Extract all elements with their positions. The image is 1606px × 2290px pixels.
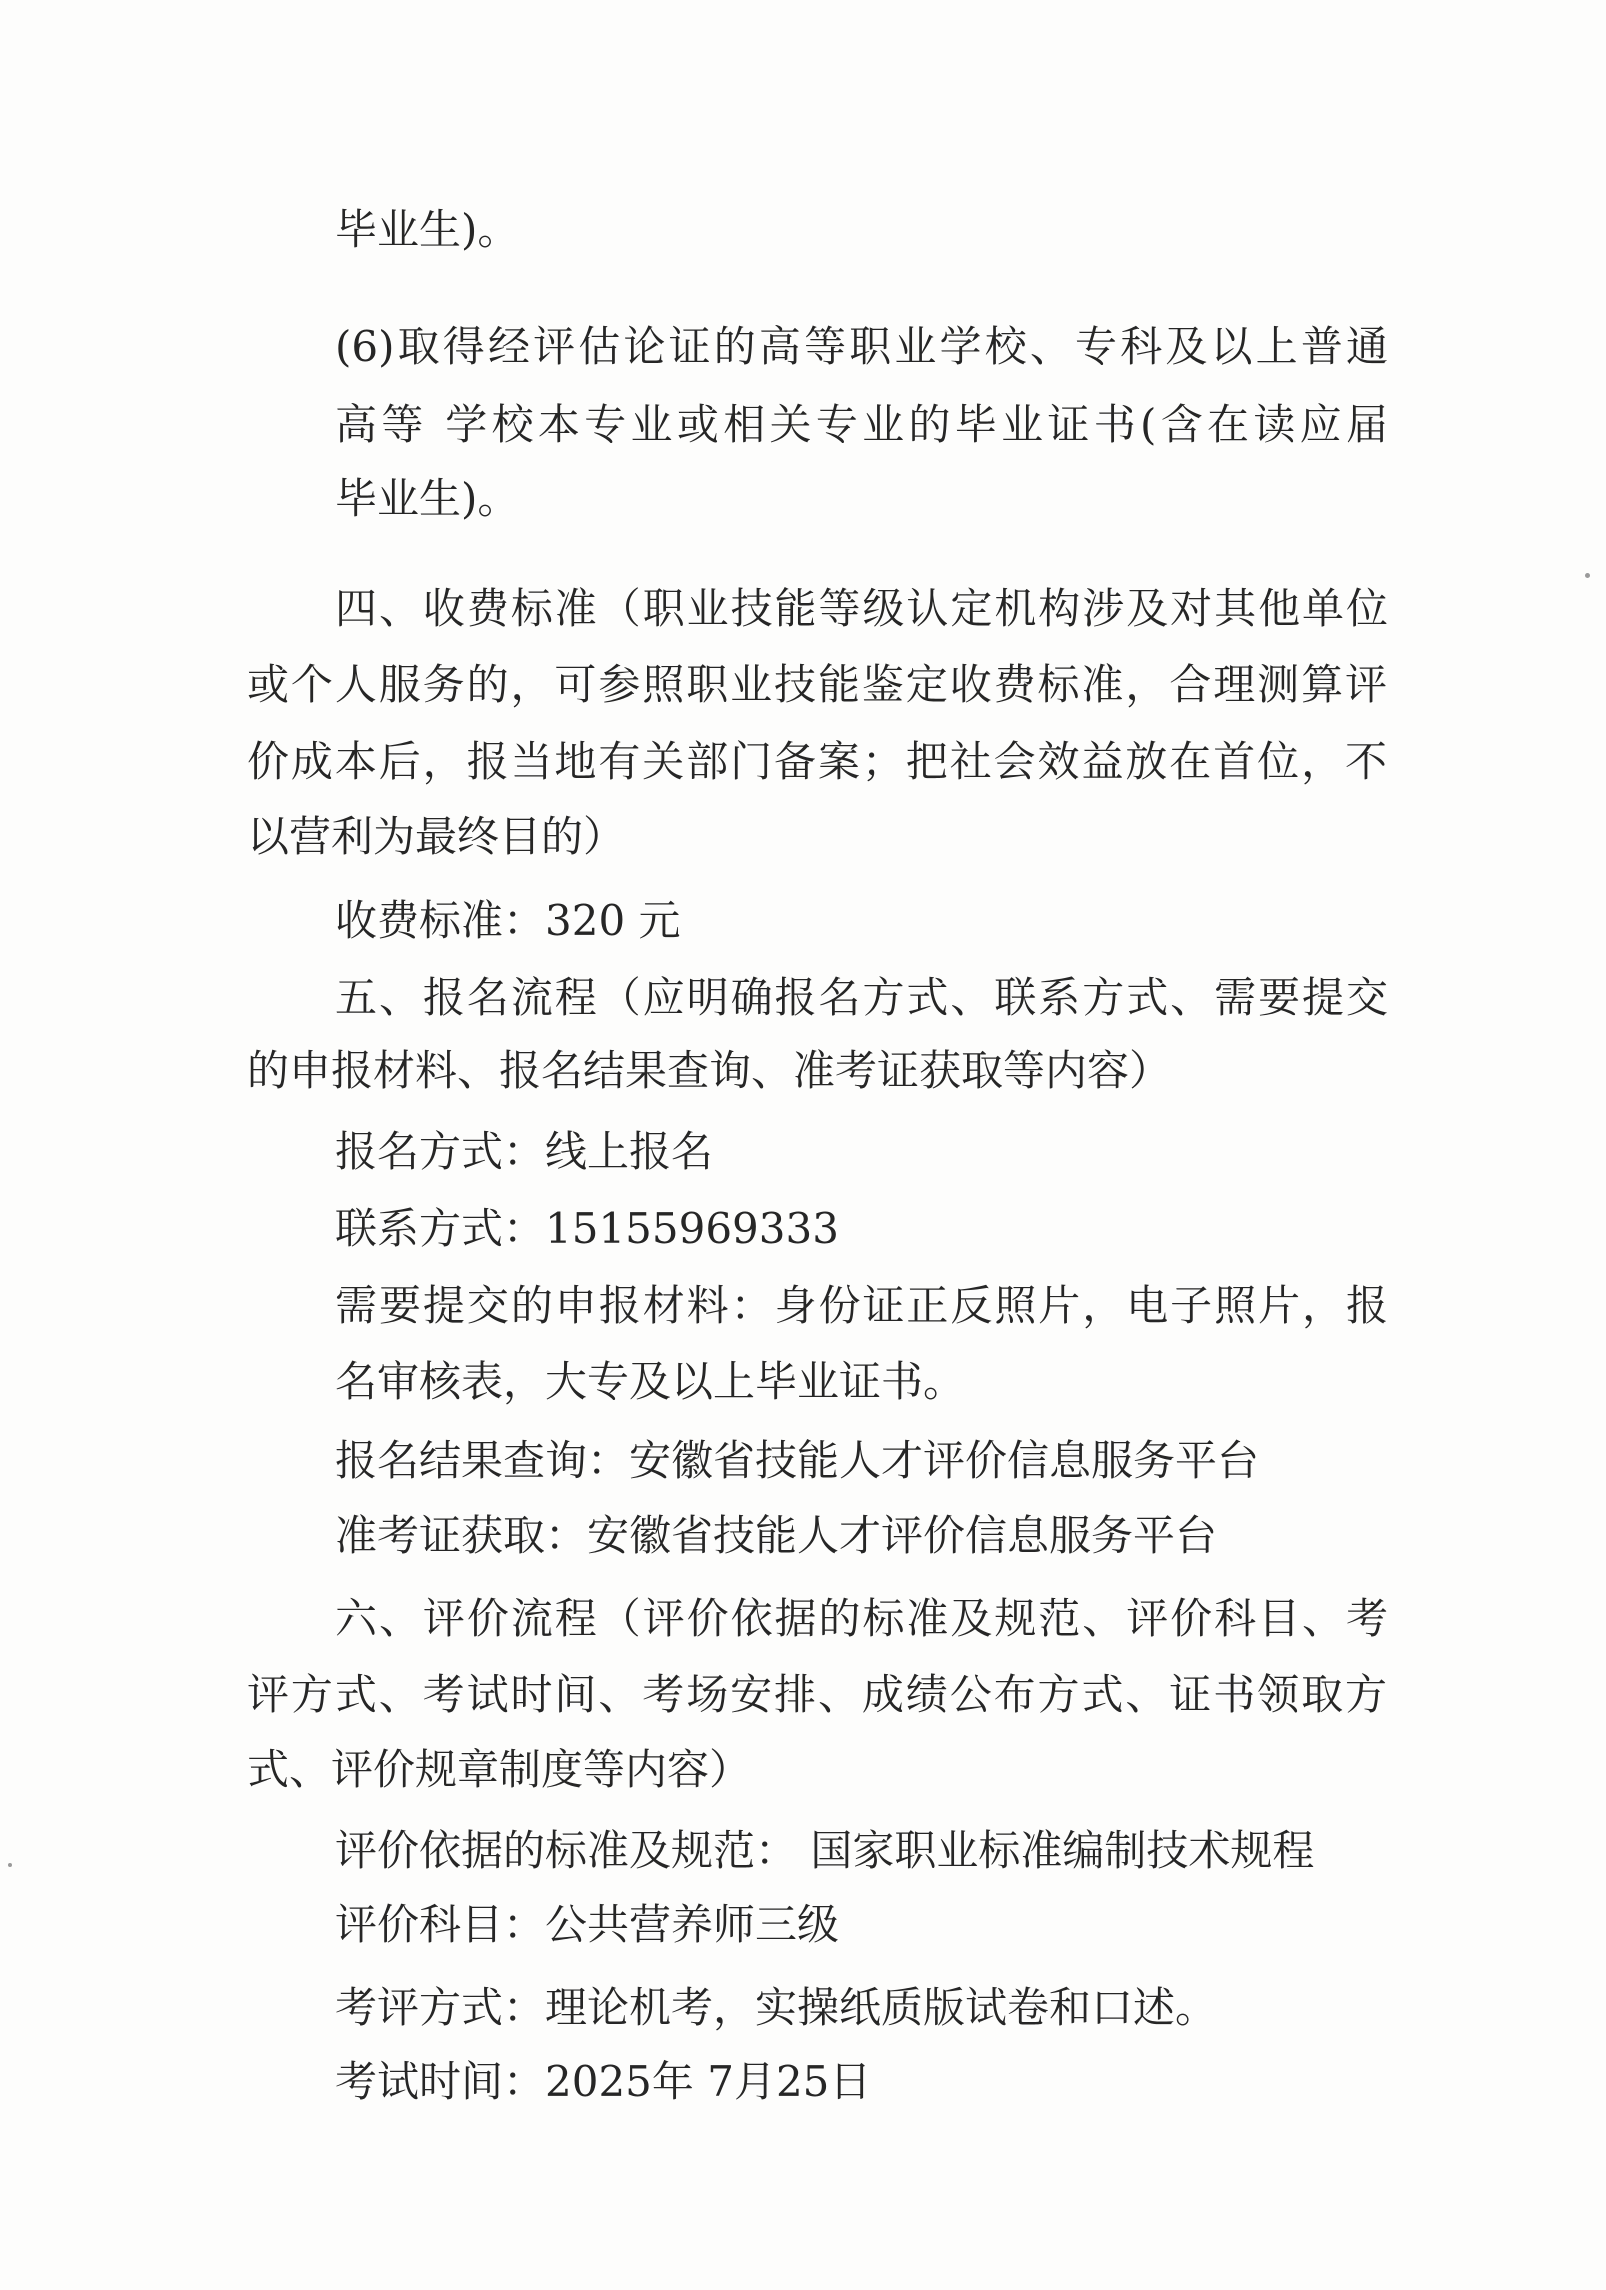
contact-info: 联系方式：15155969333 — [335, 1204, 839, 1253]
text-line: 的申报材料、报名结果查询、准考证获取等内容） — [247, 1046, 1172, 1095]
evaluation-standard: 评价依据的标准及规范： 国家职业标准编制技术规程 — [335, 1826, 1315, 1875]
text-line: 或个人服务的，可参照职业技能鉴定收费标准，合理测算评 — [247, 660, 1387, 709]
text-line: 以营利为最终目的） — [247, 812, 626, 861]
section-heading-fees: 四、收费标准（职业技能等级认定机构涉及对其他单位 — [335, 584, 1388, 633]
registration-method: 报名方式：线上报名 — [335, 1127, 714, 1176]
text-line: 毕业生)。 — [335, 474, 520, 523]
evaluation-method: 考评方式：理论机考，实操纸质版试卷和口述。 — [335, 1983, 1218, 2032]
text-line: 名审核表，大专及以上毕业证书。 — [335, 1357, 966, 1406]
text-line: 评方式、考试时间、考场安排、成绩公布方式、证书领取方 — [247, 1670, 1387, 1719]
scan-speck — [1585, 573, 1590, 578]
text-line: (6)取得经评估论证的高等职业学校、专科及以上普通 — [335, 322, 1388, 371]
result-query: 报名结果查询：安徽省技能人才评价信息服务平台 — [335, 1436, 1260, 1485]
section-heading-evaluation: 六、评价流程（评价依据的标准及规范、评价科目、考 — [335, 1594, 1388, 1643]
admission-ticket: 准考证获取：安徽省技能人才评价信息服务平台 — [335, 1511, 1218, 1560]
exam-date: 考试时间：2025年 7月25日 — [335, 2057, 872, 2106]
evaluation-subject: 评价科目：公共营养师三级 — [335, 1900, 840, 1949]
scan-speck — [8, 1863, 12, 1867]
text-line: 毕业生)。 — [335, 205, 520, 254]
section-heading-registration: 五、报名流程（应明确报名方式、联系方式、需要提交 — [335, 973, 1388, 1022]
text-line: 式、评价规章制度等内容） — [247, 1745, 752, 1794]
text-line: 价成本后，报当地有关部门备案；把社会效益放在首位，不 — [247, 737, 1387, 786]
text-line: 高等 学校本专业或相关专业的毕业证书(含在读应届 — [335, 400, 1388, 449]
required-materials: 需要提交的申报材料：身份证正反照片，电子照片，报 — [335, 1281, 1388, 1330]
fee-amount: 收费标准：320 元 — [335, 896, 681, 945]
